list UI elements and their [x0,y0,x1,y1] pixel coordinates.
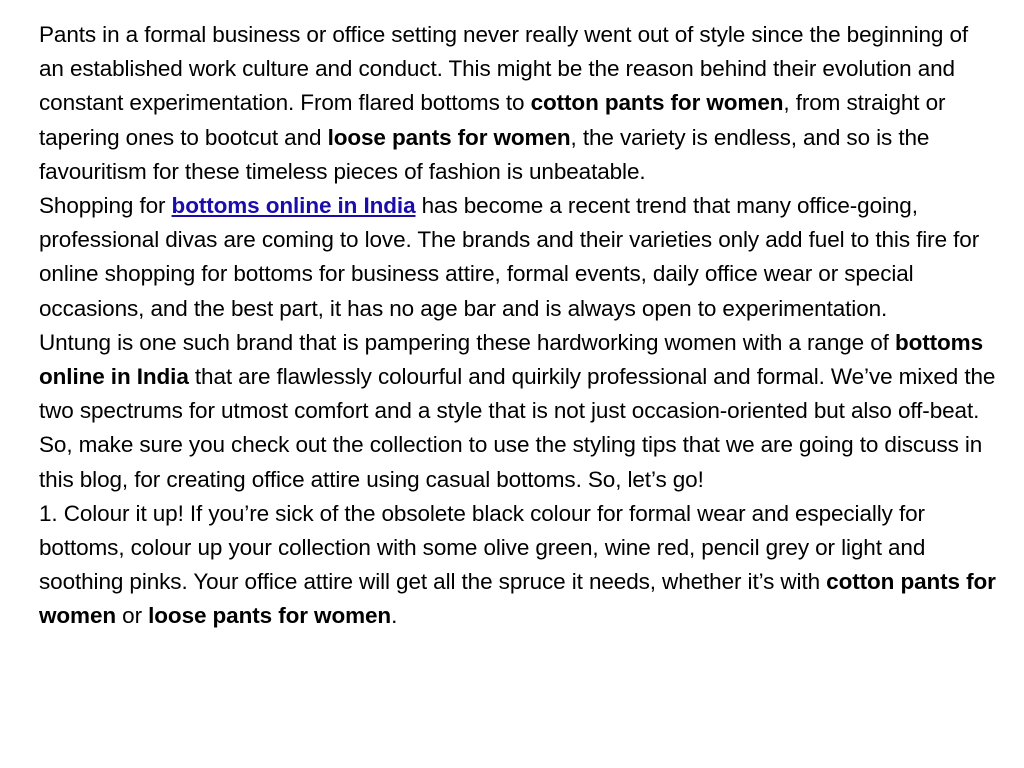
brand-text-1: Untung is one such brand that is pampering these hardworking women with a range of [39,329,895,355]
paragraph-shopping [39,189,999,326]
keyword-loose-pants-2: loose pants for women [148,603,392,629]
paragraph-brand [39,326,999,497]
intro-text-1: Pants in a formal business or office setting never really went out of style since the beginning of an established work culture and conduct. This might be the reason behind their evolution and constant experimentation. From flared bottoms to [39,22,969,116]
bottoms-online-link[interactable]: bottoms online in India [171,193,416,219]
keyword-loose-pants: loose pants for women [327,124,571,150]
tip-text-1: 1. Colour it up! If you’re sick of the obsolete black colour for formal wear and especially for bottoms, colour up your collection with some olive green, wine red, pencil grey or light and soothing pinks. Your office attire will get all the spruce it needs, whether it’s with [39,500,926,595]
intro-text-3: , the variety is endless, and so is the favouritism for these timeless pieces of fashion is unbeatable. [39,124,930,184]
paragraph-intro [39,18,999,189]
shopping-text-2: has become a recent trend that many office-going, professional divas are coming to love. The brands and their varieties only add fuel to this fire for online shopping for bottoms for business attire, formal events, daily office wear or special occasions, and the best part, it has no age bar and is always open to experimentation. [39,193,980,321]
shopping-text-1: Shopping for [39,193,172,219]
keyword-cotton-pants-2: cotton pants for women [39,569,996,629]
keyword-bottoms-online: bottoms online in India [39,329,983,390]
tip-text-2: or [116,603,149,629]
paragraph-tip-colour [39,497,999,634]
keyword-cotton-pants: cotton pants for women [530,90,784,116]
brand-text-2: that are flawlessly colourful and quirkily professional and formal. We’ve mixed the two spectrums for utmost comfort and a style that is not just occasion-oriented but also off-beat. So, make sure you check out the collection to use the styling tips that we are going to discuss in this blog, for creating office attire using casual bottoms. So, let’s go! [39,364,996,492]
intro-text-2: , from straight or tapering ones to bootcut and [39,90,946,150]
tip-text-3: . [391,603,398,629]
article-body [39,18,999,634]
